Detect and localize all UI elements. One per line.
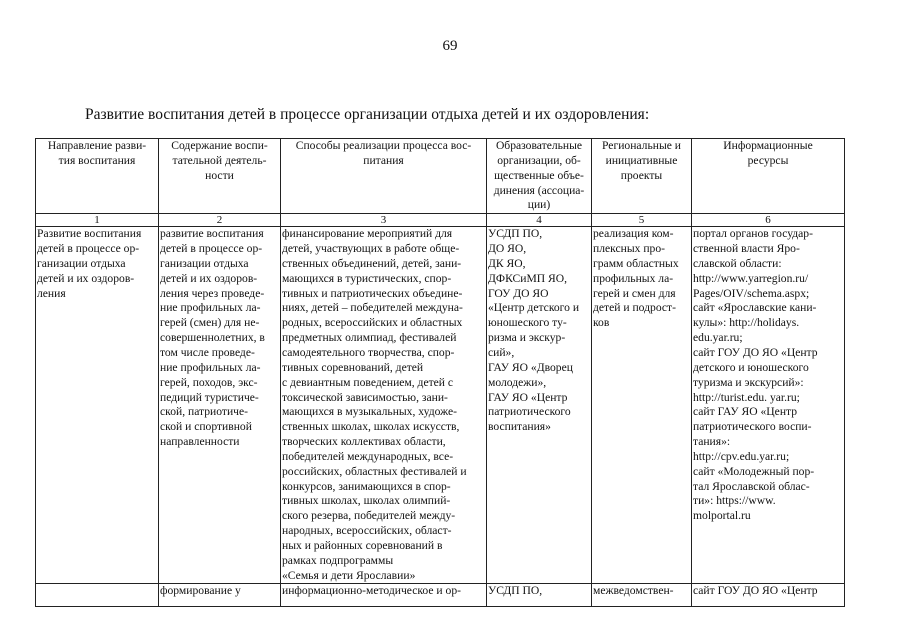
cell-line: ДК ЯО, <box>488 256 526 270</box>
cell-line: ции) <box>527 198 551 212</box>
cell-line: формирование у <box>160 584 241 598</box>
cell-line: совершеннолетних, в <box>160 331 265 345</box>
column-number: 2 <box>159 214 281 227</box>
cell-line: тания»: <box>693 435 731 449</box>
table-cell <box>159 227 281 584</box>
cell-line: ние профильных ла- <box>160 360 261 374</box>
cell-line: предметных олимпиад, фестивалей <box>282 331 457 345</box>
cell-line: портал органов государ- <box>693 227 813 241</box>
cell-line: детей в процессе ор- <box>160 242 263 256</box>
cell-line: герей и смен для <box>593 286 676 300</box>
table-cell <box>281 227 487 584</box>
cell-line: туризма и экскурсий»: <box>693 375 804 389</box>
cell-line: Pages/OIV/schema.aspx; <box>693 286 810 300</box>
cell-line: ГОУ ДО ЯО <box>488 286 549 300</box>
table-cell <box>159 584 281 607</box>
cell-line: Способы реализации процесса вос- <box>295 139 472 152</box>
cell-line: герей (смен) для не- <box>160 316 260 330</box>
cell-line: http://cpv.edu.yar.ru; <box>693 449 790 463</box>
table-cell <box>592 227 692 584</box>
cell-line: плексных про- <box>593 242 665 256</box>
cell-line: детей и их оздоров- <box>160 271 258 285</box>
column-number: 6 <box>692 214 845 227</box>
cell-line: ресурсы <box>747 153 789 167</box>
cell-line: сий», <box>488 345 515 359</box>
cell-line: сайт «Ярославские кани- <box>693 301 817 315</box>
cell-line: финансирование мероприятий для <box>282 227 453 241</box>
column-header <box>281 139 487 214</box>
cell-line: грамм областных <box>593 256 679 270</box>
column-number: 4 <box>487 214 592 227</box>
cell-line: ных и районных соревнований в <box>282 538 443 552</box>
table-cell <box>487 227 592 584</box>
cell-line: славской области: <box>693 256 782 270</box>
cell-line: динения (ассоциа- <box>493 183 585 197</box>
cell-line: ской и спортивной <box>160 420 252 434</box>
cell-line: ков <box>593 316 610 330</box>
cell-line: проекты <box>620 168 663 182</box>
cell-line: детского и юношеского <box>693 360 809 374</box>
cell-line: питания <box>363 153 404 167</box>
cell-line: тивных школах, школах олимпий- <box>282 494 451 508</box>
cell-line: ности <box>205 168 234 182</box>
cell-line: детей, участвующих в работе обще- <box>282 242 460 256</box>
cell-line: сайт «Молодежный пор- <box>693 464 815 478</box>
cell-line: родных, всероссийских и областных <box>282 316 463 330</box>
cell-line: профильных ла- <box>593 271 674 285</box>
cell-line: щественные объе- <box>494 168 584 182</box>
cell-line: воспитания» <box>488 420 551 434</box>
column-number: 1 <box>36 214 159 227</box>
cell-line: том числе проведе- <box>160 345 255 359</box>
cell-line: УСДП ПО, <box>488 227 543 241</box>
cell-line: ственных объединений, детей, зани- <box>282 256 462 270</box>
page-number: 69 <box>442 38 458 54</box>
table-cell <box>692 227 845 584</box>
table-header-row <box>36 139 845 214</box>
cell-line: направленности <box>160 435 240 449</box>
cell-line: токсической зависимостью, зани- <box>282 390 448 404</box>
cell-line: патриотического <box>488 405 571 419</box>
cell-line: детей и подрост- <box>593 301 676 315</box>
cell-line: ДФКСиМП ЯО, <box>488 271 568 285</box>
column-number: 5 <box>592 214 692 227</box>
cell-line: реализация ком- <box>593 227 674 241</box>
cell-line: патриотического воспи- <box>693 420 812 434</box>
column-number-row <box>36 214 845 227</box>
cell-line: тательной деятель- <box>172 153 267 167</box>
cell-line: ления <box>37 286 66 300</box>
table-cell <box>692 584 845 607</box>
column-header <box>692 139 845 214</box>
cell-line: Региональные и <box>602 139 681 152</box>
column-header <box>36 139 159 214</box>
cell-line: edu.yar.ru; <box>693 331 743 345</box>
column-header <box>159 139 281 214</box>
column-header <box>592 139 692 214</box>
cell-line: «Семья и дети Ярославии» <box>282 568 416 582</box>
cell-line: сайт ГАУ ЯО «Центр <box>693 405 798 419</box>
cell-line: детей и их оздоров- <box>37 271 135 285</box>
cell-line: Направление разви- <box>47 139 147 152</box>
cell-line: ризма и экскур- <box>488 331 566 345</box>
cell-line: Образовательные <box>495 139 583 152</box>
cell-line: российских, областных фестивалей и <box>282 464 467 478</box>
cell-line: организации, об- <box>497 153 581 167</box>
cell-line: межведомствен- <box>593 584 674 598</box>
cell-line: molportal.ru <box>693 509 751 523</box>
cell-line: конкурсов, занимающихся в спор- <box>282 479 451 493</box>
cell-line: ганизации отдыха <box>160 256 249 270</box>
cell-line: победителей международных, все- <box>282 449 454 463</box>
cell-line: ственных школах, школах искусств, <box>282 420 460 434</box>
cell-line: самодеятельного творчества, спор- <box>282 345 455 359</box>
cell-line: тивных и патриотических объедине- <box>282 286 463 300</box>
cell-line: http://www.yarregion.ru/ <box>693 271 809 285</box>
cell-line: мающихся в музыкальных, художе- <box>282 405 457 419</box>
column-number: 3 <box>281 214 487 227</box>
cell-line: «Центр детского и <box>488 301 580 315</box>
cell-line: ственной власти Яро- <box>693 242 800 256</box>
cell-line: детей в процессе ор- <box>37 242 140 256</box>
cell-line: информационно-методическое и ор- <box>282 584 461 598</box>
table-cell <box>592 584 692 607</box>
cell-line: ГАУ ЯО «Центр <box>488 390 568 404</box>
cell-line: молодежи», <box>488 375 547 389</box>
table-cell <box>36 584 159 607</box>
cell-line: педиций туристиче- <box>160 390 259 404</box>
table-cell <box>36 227 159 584</box>
cell-line: ниях, детей – победителей междуна- <box>282 301 463 315</box>
cell-line: http://turist.edu. yar.ru; <box>693 390 800 404</box>
column-header <box>487 139 592 214</box>
cell-line: ского резерва, победителей между- <box>282 509 456 523</box>
page-heading: Развитие воспитания детей в процессе организации отдыха детей и их оздоровления: <box>85 106 650 123</box>
cell-line: тивных соревнований, детей <box>282 360 424 374</box>
cell-line: УСДП ПО, <box>488 584 543 598</box>
cell-line: юношеского ту- <box>488 316 567 330</box>
cell-line: ганизации отдыха <box>37 256 126 270</box>
table-row <box>36 584 845 607</box>
cell-line: ГАУ ЯО «Дворец <box>488 360 573 374</box>
cell-line: творческих коллективах области, <box>282 435 446 449</box>
cell-line: мающихся в туристических, спор- <box>282 271 452 285</box>
cell-line: Содержание воспи- <box>171 139 268 152</box>
cell-line: развитие воспитания <box>160 227 264 241</box>
cell-line: ти»: https://www. <box>693 494 776 508</box>
cell-line: инициативные <box>605 153 678 167</box>
cell-line: ние профильных ла- <box>160 301 261 315</box>
cell-line: тия воспитания <box>58 153 136 167</box>
cell-line: Информационные <box>723 139 813 152</box>
cell-line: рамках подпрограммы <box>282 553 394 567</box>
cell-line: ления через проведе- <box>160 286 265 300</box>
cell-line: тал Ярославской облас- <box>693 479 810 493</box>
cell-line: ской, патриотиче- <box>160 405 248 419</box>
cell-line: сайт ГОУ ДО ЯО «Центр <box>693 345 818 359</box>
upbringing-table <box>35 138 845 607</box>
cell-line: сайт ГОУ ДО ЯО «Центр <box>693 584 818 598</box>
cell-line: с девиантным поведением, детей с <box>282 375 454 389</box>
cell-line: кулы»: http://holidays. <box>693 316 800 330</box>
table-cell <box>281 584 487 607</box>
cell-line: герей, походов, экс- <box>160 375 258 389</box>
cell-line: народных, всероссийских, област- <box>282 524 452 538</box>
cell-line: Развитие воспитания <box>37 227 142 241</box>
table-cell <box>487 584 592 607</box>
cell-line: ДО ЯО, <box>488 242 527 256</box>
table-row <box>36 227 845 584</box>
